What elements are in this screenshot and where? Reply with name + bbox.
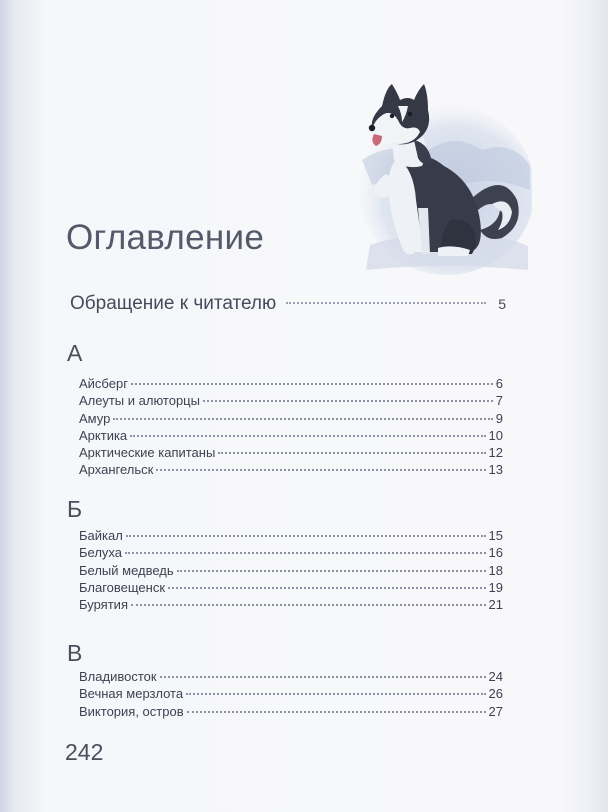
toc-entry[interactable] [79,685,503,702]
toc-entry[interactable] [79,444,503,461]
section-letter-v: В [67,640,83,666]
toc-entry[interactable] [79,461,503,478]
entry-page: 27 [488,703,503,719]
leader-dots [203,400,493,402]
entry-page: 10 [488,427,503,443]
toc-intro-page: 5 [498,296,506,312]
section-v-entries [79,668,503,720]
leader-dots [177,570,486,572]
entry-page: 7 [495,393,503,409]
leader-dots [187,711,486,713]
entry-label: Айсберг [79,376,128,391]
toc-intro-entry[interactable] [70,293,506,315]
toc-entry[interactable] [79,579,503,596]
entry-page: 24 [488,669,503,684]
entry-label: Арктические капитаны [79,445,216,461]
entry-label: Амур [79,410,111,426]
toc-entry[interactable] [79,410,503,427]
entry-label: Владивосток [79,669,157,684]
entry-label: Бурятия [79,597,128,613]
toc-entry[interactable] [79,527,503,544]
entry-page: 21 [488,597,503,613]
leader-dots [168,587,486,589]
entry-label: Виктория, остров [79,703,184,719]
toc-entry[interactable] [79,562,503,579]
entry-page: 26 [488,686,503,702]
page-number: 242 [65,739,104,765]
husky-dog-illustration [352,70,532,280]
leader-dots [131,604,486,606]
toc-intro-label: Обращение к читателю [70,293,277,314]
entry-page: 16 [488,545,503,561]
entry-label: Байкал [79,528,123,543]
toc-entry[interactable] [79,544,503,561]
entry-label: Алеуты и алюторцы [79,393,200,409]
leader-dots [160,676,486,678]
entry-label: Вечная мерзлота [79,686,184,702]
entry-page: 9 [495,410,503,426]
leader-dots [218,452,485,454]
toc-entry[interactable] [79,392,503,409]
toc-entry[interactable] [79,427,503,444]
toc-entry[interactable] [79,596,503,613]
entry-label: Благовещенск [79,579,166,595]
entry-page: 12 [488,445,503,461]
leader-dots [125,552,486,554]
section-a-entries [79,375,503,479]
entry-page: 18 [488,562,503,578]
toc-entry[interactable] [79,668,503,685]
entry-label: Архангельск [79,462,154,478]
leader-dots [130,435,485,437]
toc-title: Оглавление [66,218,265,257]
section-letter-a: А [67,340,83,366]
entry-page: 13 [488,462,503,478]
entry-label: Белуха [79,545,122,561]
entry-page: 15 [488,528,503,543]
entry-label: Арктика [79,427,128,443]
leader-dots [156,469,485,471]
section-letter-b: Б [67,496,83,522]
leader-dots [186,693,485,695]
entry-page: 19 [488,579,503,595]
entry-page: 6 [495,376,503,391]
toc-entry[interactable] [79,703,503,720]
leader-dots [113,418,492,420]
entry-label: Белый медведь [79,562,174,578]
toc-entry[interactable] [79,375,503,392]
leader-dots [286,302,486,304]
leader-dots [126,535,486,537]
section-b-entries [79,527,503,613]
leader-dots [131,383,493,385]
